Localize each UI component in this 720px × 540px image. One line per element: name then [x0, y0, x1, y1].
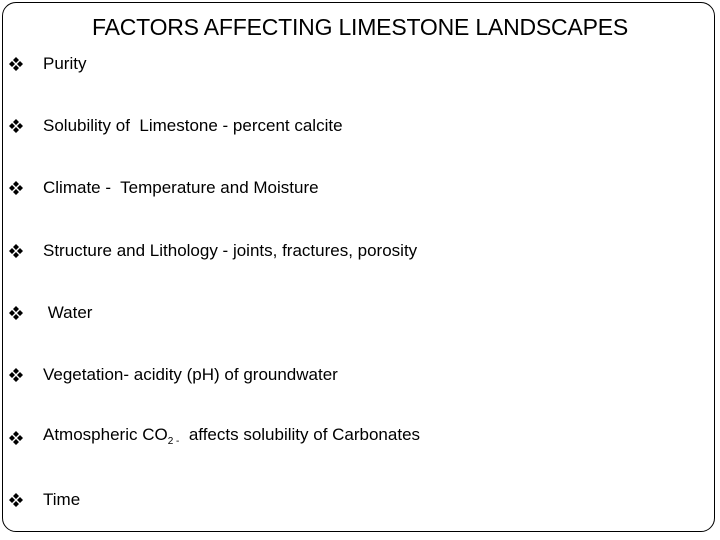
four-diamond-bullet-icon [9, 57, 23, 71]
list-item-atmospheric-co2 [9, 426, 709, 450]
list-item-label: Time [43, 490, 81, 509]
list-item-climate [9, 176, 709, 200]
list-item-solubility [9, 114, 709, 138]
list-item-label: Climate - Temperature and Moisture [43, 178, 319, 197]
list-item-label-after: affects solubility of Carbonates [179, 424, 421, 444]
four-diamond-bullet-icon [9, 431, 23, 445]
list-item-water [9, 301, 709, 325]
list-item-label: Vegetation- acidity (pH) of groundwater [43, 365, 338, 384]
list-item-label [43, 424, 420, 453]
list-item-label-before: Atmospheric CO [43, 424, 168, 444]
list-item-label: Purity [43, 54, 87, 73]
list-item-label: Solubility of Limestone - percent calcite [43, 116, 343, 135]
list-item-label: Water [43, 303, 93, 322]
list-item-label: Structure and Lithology - joints, fractures, porosity [43, 241, 418, 260]
co2-subscript: 2 - [167, 435, 180, 447]
list-item-purity [9, 52, 709, 76]
list-item-vegetation [9, 363, 709, 387]
slide-frame [2, 2, 715, 532]
four-diamond-bullet-icon [9, 368, 23, 382]
four-diamond-bullet-icon [9, 306, 23, 320]
slide-title: FACTORS AFFECTING LIMESTONE LANDSCAPES [92, 14, 628, 40]
four-diamond-bullet-icon [9, 493, 23, 507]
four-diamond-bullet-icon [9, 119, 23, 133]
four-diamond-bullet-icon [9, 244, 23, 258]
list-item-structure [9, 239, 709, 263]
list-item-time [9, 488, 709, 512]
four-diamond-bullet-icon [9, 181, 23, 195]
